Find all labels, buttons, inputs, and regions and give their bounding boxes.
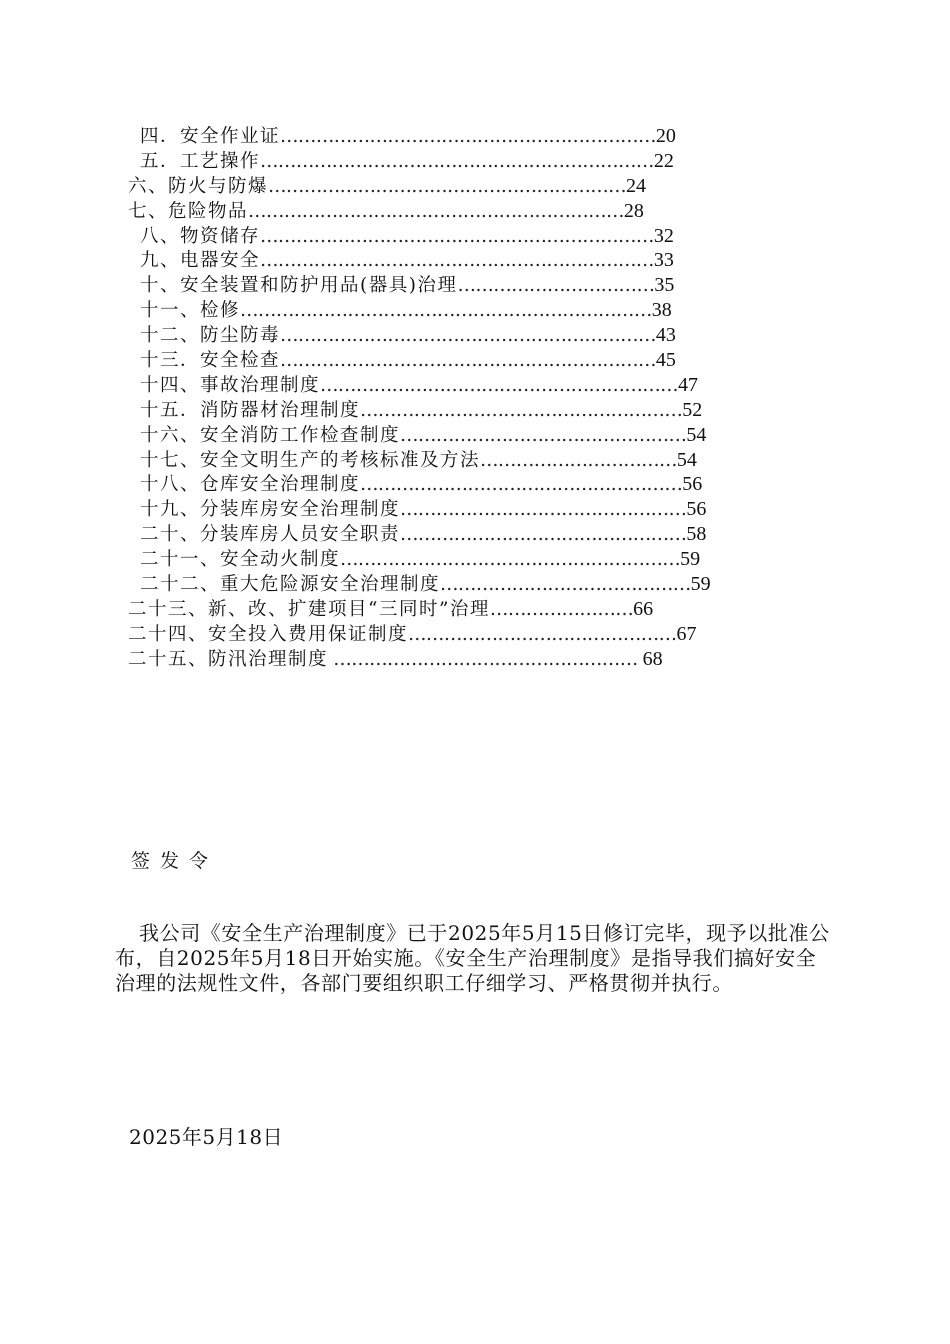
toc-leader-dots: ………………………………………………	[360, 399, 683, 421]
table-of-contents	[0, 124, 950, 672]
toc-entry[interactable]	[0, 572, 950, 597]
toc-leader-dots: ………………………………………………………	[280, 350, 656, 372]
toc-page-number: 59	[690, 573, 711, 596]
toc-page-number: 35	[654, 274, 675, 297]
toc-entry-title: 五．工艺操作	[140, 150, 261, 172]
toc-leader-dots: ……………………………………………	[328, 648, 638, 670]
toc-leader-dots: …………………………………………………	[340, 549, 681, 571]
toc-entry-title: 十一、检修	[140, 300, 241, 322]
toc-leader-dots: ……………………………………………………	[268, 175, 627, 197]
toc-entry[interactable]	[0, 522, 950, 547]
toc-entry[interactable]	[0, 348, 950, 373]
toc-entry-title: 十九、分装库房安全治理制度	[140, 499, 401, 521]
toc-entry-title: 十二、防尘防毒	[140, 325, 281, 347]
toc-leader-dots: …………………………………………	[400, 524, 687, 546]
toc-entry-title: 二十二、重大危险源安全治理制度	[140, 574, 441, 596]
toc-leader-dots: ……………………………………………………	[320, 374, 679, 396]
toc-entry[interactable]	[0, 199, 950, 224]
toc-leader-dots: …………………………………………	[400, 499, 687, 521]
toc-entry[interactable]	[0, 472, 950, 497]
toc-entry-title: 二十四、安全投入费用保证制度	[128, 623, 409, 645]
toc-entry-title: 十八、仓库安全治理制度	[140, 474, 361, 496]
toc-entry[interactable]	[0, 298, 950, 323]
toc-entry[interactable]	[0, 398, 950, 423]
toc-page-number: 47	[678, 373, 699, 396]
toc-leader-dots: ………………………………………	[408, 623, 677, 645]
toc-page-number: 52	[682, 398, 703, 421]
toc-leader-dots: ……………………………	[480, 449, 677, 471]
toc-leader-dots: …………………………………………	[400, 424, 687, 446]
toc-entry[interactable]	[0, 622, 950, 647]
toc-page-number: 59	[680, 548, 701, 571]
toc-page-number: 24	[626, 174, 647, 197]
toc-leader-dots: ……………………………………………………………	[240, 300, 652, 322]
toc-entry-title: 十六、安全消防工作检查制度	[140, 424, 401, 446]
toc-page-number: 56	[682, 473, 703, 496]
toc-leader-dots: ……………………	[489, 598, 634, 620]
toc-entry-title: 二十三、新、改、扩建项目“三同时”治理	[128, 598, 490, 620]
toc-leader-dots: ………………………………………………………	[280, 325, 656, 347]
toc-entry[interactable]	[0, 497, 950, 522]
toc-entry-title: 十、安全装置和防护用品(器具)治理	[140, 275, 458, 297]
toc-leader-dots: ………………………………………………………	[248, 200, 624, 222]
toc-leader-dots: ……………………………	[457, 275, 655, 297]
toc-entry-title: 七、危险物品	[128, 200, 249, 222]
toc-page-number: 68	[637, 647, 663, 670]
signing-order-heading: 签发令	[131, 850, 219, 872]
toc-entry-title: 十三．安全检查	[140, 350, 281, 372]
issue-date: 2025年5月18日	[129, 1125, 284, 1149]
toc-entry-title: 九、电器安全	[140, 250, 261, 272]
toc-entry[interactable]	[0, 597, 950, 622]
toc-entry-title: 八、物资储存	[140, 225, 261, 247]
toc-entry[interactable]	[0, 248, 950, 273]
toc-page-number: 66	[633, 597, 654, 620]
toc-entry-title: 十七、安全文明生产的考核标准及方法	[140, 449, 481, 471]
toc-entry-title: 二十、分装库房人员安全职责	[140, 524, 401, 546]
toc-entry[interactable]	[0, 448, 950, 473]
toc-entry[interactable]	[0, 124, 950, 149]
toc-entry[interactable]	[0, 174, 950, 199]
toc-entry[interactable]	[0, 323, 950, 348]
toc-entry[interactable]	[0, 273, 950, 298]
toc-leader-dots: ……………………………………	[440, 574, 691, 596]
toc-leader-dots: …………………………………………………………	[260, 250, 654, 272]
toc-entry-title: 二十一、安全动火制度	[140, 549, 341, 571]
toc-entry[interactable]	[0, 224, 950, 249]
toc-page-number: 45	[655, 349, 676, 372]
toc-page-number: 43	[655, 324, 676, 347]
toc-entry-title: 六、防火与防爆	[128, 175, 269, 197]
toc-entry[interactable]	[0, 647, 950, 672]
toc-page-number: 28	[623, 199, 644, 222]
toc-entry-title: 二十五、防汛治理制度	[128, 648, 329, 670]
toc-page-number: 32	[653, 224, 674, 247]
toc-page-number: 58	[686, 523, 707, 546]
toc-leader-dots: ………………………………………………………	[280, 126, 656, 147]
toc-page-number: 38	[651, 299, 672, 322]
toc-page-number: 33	[653, 249, 674, 272]
toc-page-number: 54	[686, 423, 707, 446]
toc-page-number: 54	[676, 448, 697, 471]
toc-entry[interactable]	[0, 547, 950, 572]
toc-entry-title: 十五．消防器材治理制度	[140, 399, 361, 421]
announcement-paragraph	[115, 921, 835, 996]
toc-entry[interactable]	[0, 423, 950, 448]
toc-entry[interactable]	[0, 149, 950, 174]
toc-page-number: 56	[686, 498, 707, 521]
toc-entry-title: 四．安全作业证	[140, 126, 281, 147]
toc-page-number: 20	[655, 125, 676, 147]
toc-page-number: 22	[653, 149, 674, 172]
toc-page-number: 67	[676, 622, 697, 645]
toc-leader-dots: …………………………………………………………	[260, 225, 654, 247]
toc-leader-dots: ………………………………………………	[360, 474, 683, 496]
announcement-text: 我公司《安全生产治理制度》已于2025年5月15日修订完毕，现予以批准公布，自2025年5月18日开始实施。《安全生产治理制度》是指导我们搞好安全治理的法规性文件，各部门要组织职工仔细学习、严格贯彻并执行。	[115, 921, 830, 995]
toc-entry[interactable]	[0, 373, 950, 398]
toc-entry-title: 十四、事故治理制度	[140, 374, 321, 396]
toc-leader-dots: …………………………………………………………	[260, 150, 654, 172]
